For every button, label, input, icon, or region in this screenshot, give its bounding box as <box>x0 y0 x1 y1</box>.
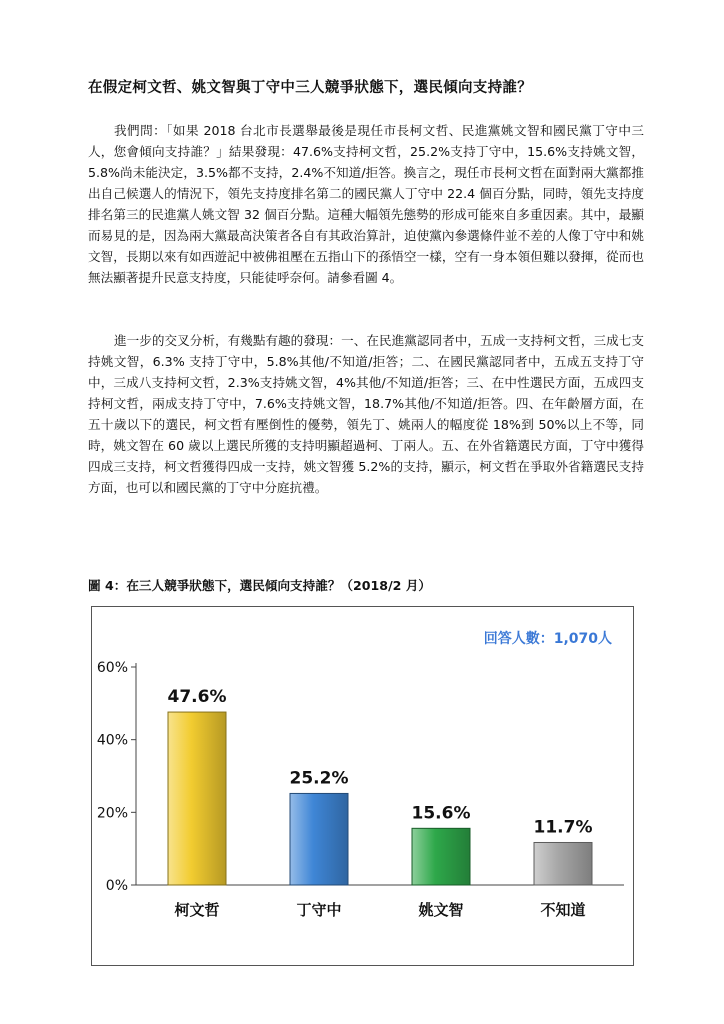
y-tick-label: 0% <box>105 878 128 894</box>
category-label-3: 姚文智 <box>418 901 464 919</box>
respondent-count-annotation: 回答人數：1,070人 <box>483 631 612 647</box>
bars <box>168 712 592 885</box>
bar-1 <box>168 712 226 885</box>
y-tick-label: 40% <box>96 732 128 749</box>
category-label-2: 丁守中 <box>296 901 342 919</box>
data-label-3: 15.6% <box>411 803 471 824</box>
paragraph-1: 我們問：「如果 2018 台北市長選舉最後是現任市長柯文哲、民進黨姚文智和國民黨丁守中三人，您會傾向支持誰？」結果發現：47.6%支持柯文哲，25.2%支持丁守中，15.6%支持姚文智，5.8%尚未能決定，3.5%都不支持，2.4%不知道/拒答。換言之，現任市長柯文哲在面對兩大黨都推出自己候選人的情況下，領先支持度排名第二的國民黨人丁守中 22.4 個百分點，同時，領先支持度排名第三的民進黨人姚文智 32 個百分點。這種大幅領先態勢的形成可能來自多重因素。其中，最顯而易見的是，因為兩大黨最高決策者各自有其政治算計，迫使黨內參選條件並不差的人像丁守中和姚文智，長期以來有如西遊記中被佛祖壓在五指山下的孫悟空一樣，空有一身本領但難以發揮，從而也無法顯著提升民意支持度，只能徒呼奈何。請參看圖 4。 <box>88 123 644 285</box>
category-label-4: 不知道 <box>540 901 586 919</box>
bar-2 <box>290 793 348 885</box>
paragraph-2: 進一步的交叉分析，有幾點有趣的發現：一、在民進黨認同者中，五成一支持柯文哲，三成七支持姚文智，6.3% 支持丁守中，5.8%其他/不知道/拒答；二、在國民黨認同者中，五成五支持丁守中，三成八支持柯文哲，2.3%支持姚文智，4%其他/不知道/拒答；三、在中性選民方面，五成四支持柯文哲，兩成支持丁守中，7.6%支持姚文智，18.7%其他/不知道/拒答。四、在年齡層方面，在五十歲以下的選民，柯文哲有壓倒性的優勢，領先丁、姚兩人的幅度從 18%到 50%以上不等，同時，姚文智在 60 歲以上選民所獲的支持明顯超過柯、丁兩人。五、在外省籍選民方面，丁守中獲得四成三支持，柯文哲獲得四成一支持，姚文智獲 5.2%的支持，顯示，柯文哲在爭取外省籍選民支持方面，也可以和國民黨的丁守中分庭抗禮。 <box>88 333 644 495</box>
category-label-1: 柯文哲 <box>174 901 220 919</box>
data-label-4: 11.7% <box>533 817 593 838</box>
y-tick-label: 60% <box>96 660 128 676</box>
data-label-1: 47.6% <box>167 687 227 708</box>
bar-chart <box>92 607 633 965</box>
section-heading: 在假定柯文哲、姚文智與丁守中三人競爭狀態下，選民傾向支持誰？ <box>88 79 532 96</box>
data-label-2: 25.2% <box>289 768 349 789</box>
bar-4 <box>534 842 592 885</box>
y-tick-label: 20% <box>96 805 128 822</box>
figure-caption: 圖 4：在三人競爭狀態下，選民傾向支持誰？（2018/2 月） <box>88 578 432 593</box>
bar-labels <box>168 687 593 919</box>
bar-3 <box>412 828 470 885</box>
chart-frame <box>91 606 634 966</box>
